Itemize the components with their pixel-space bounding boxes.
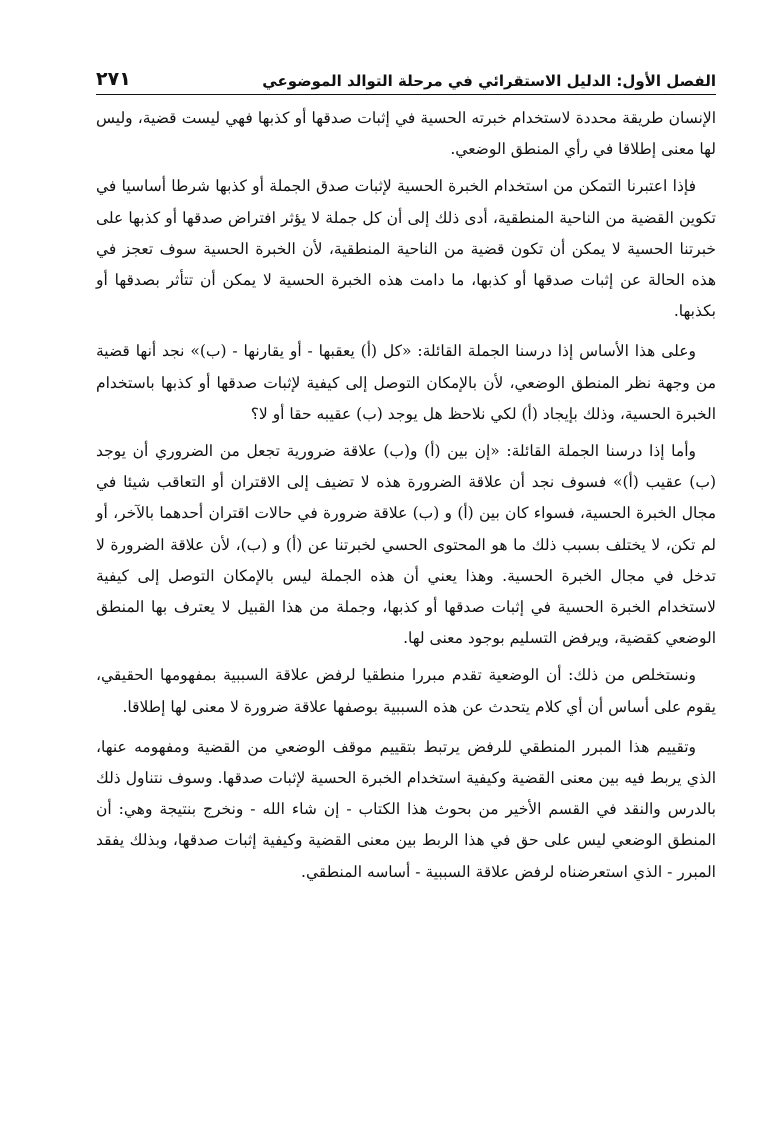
body-text xyxy=(96,103,716,888)
paragraph: ونستخلص من ذلك: أن الوضعية تقدم مبررا منطقيا لرفض علاقة السببية بمفهومها الحقيقي، يقوم على أساس أن أي كلام يتحدث عن هذه السببية بوصفها علاقة ضرورة لا معنى لها إطلاقا. xyxy=(96,666,716,716)
paragraph-continuation: الإنسان طريقة محددة لاستخدام خبرته الحسية في إثبات صدقها أو كذبها فهي ليست قضية، وليس لها معنى إطلاقا في رأي المنطق الوضعي. xyxy=(96,109,716,159)
paragraph: وعلى هذا الأساس إذا درسنا الجملة القائلة: «كل (أ) يعقبها - أو يقارنها - (ب)» نجد أنها قضية من وجهة نظر المنطق الوضعي، لأن بالإمكان التوصل إلى كيفية لإثبات صدقها أو كذبها باستخدام الخبرة الحسية، وذلك بإيجاد (أ) لكي نلاحظ هل يوجد (ب) عقيبه حقا أو لا؟ xyxy=(96,342,716,423)
page-header xyxy=(96,56,716,95)
paragraph: فإذا اعتبرنا التمكن من استخدام الخبرة الحسية لإثبات صدق الجملة أو كذبها شرطا أساسيا في تكوين القضية من الناحية المنطقية، أدى ذلك إلى أن كل جملة لا يؤثر افتراض صدقها أو كذبها على خبرتنا الحسية لا يمكن أن تكون قضية من الناحية المنطقية، لأن الخبرة الحسية سوف تعجز في هذه الحالة عن إثبات صدقها أو كذبها، ما دامت هذه الخبرة الحسية لا يمكن أن تتأثر بصدقها أو بكذبها. xyxy=(96,177,716,321)
paragraph: وتقييم هذا المبرر المنطقي للرفض يرتبط بتقييم موقف الوضعي من القضية ومفهومه عنها، الذي يربط فيه بين معنى القضية وكيفية استخدام الخبرة الحسية لإثبات صدقها. وسوف نتناول ذلك بالدرس والنقد في القسم الأخير من بحوث هذا الكتاب - إن شاء الله - ونخرج بنتيجة وهي: أن المنطق الوضعي ليس على حق في هذا الربط بين معنى القضية وكيفية إثبات صدقها، وبذلك يفقد المبرر - الذي استعرضناه لرفض علاقة السببية - أساسه المنطقي. xyxy=(96,737,716,881)
book-page xyxy=(96,56,716,897)
paragraph: وأما إذا درسنا الجملة القائلة: «إن بين (أ) و(ب) علاقة ضرورية تجعل من الضروري أن يوجد (ب) عقيب (أ)» فسوف نجد أن علاقة الضرورة هذه لا تضيف إلى الاقتران أو التعاقب شيئا في مجال الخبرة الحسية، فسواء كان بين (أ) و (ب) علاقة ضرورة في حالات اقتران أحدهما بالآخر، أو لم تكن، لا يختلف بسبب ذلك ما هو المحتوى الحسي لخبرتنا عن (أ) و (ب)، لأن علاقة الضرورة لا تدخل في مجال الخبرة الحسية. وهذا يعني أن هذه الجملة ليس بالإمكان التوصل إلى كيفية لاستخدام الخبرة الحسية في إثبات صدقها أو كذبها، وجملة من هذا القبيل لا يعترف بها المنطق الوضعي كقضية، ويرفض التسليم بوجود معنى لها. xyxy=(96,442,716,648)
running-title: الفصل الأول: الدليل الاستقرائي في مرحلة التوالد الموضوعي xyxy=(262,72,716,90)
page-number: ٢٧١ xyxy=(96,68,131,90)
